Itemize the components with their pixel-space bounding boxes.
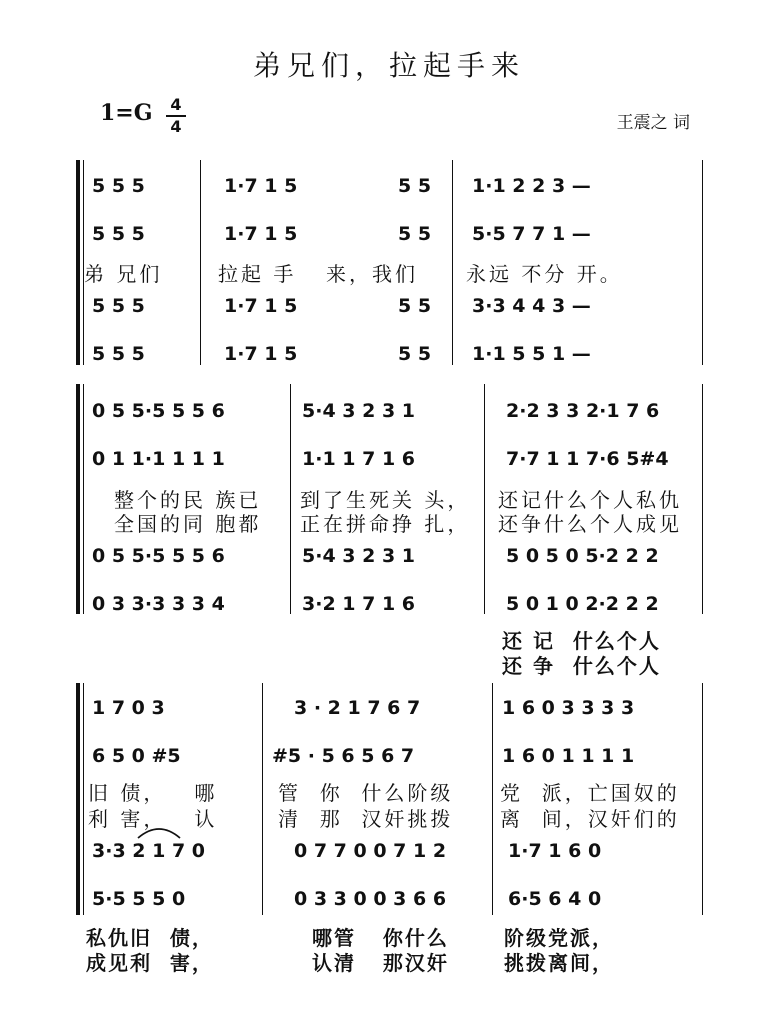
system3-voice2: [0, 745, 778, 775]
slur-mark: [136, 824, 182, 840]
system3-voice1: [0, 697, 778, 727]
note-group: 3·2 1 7 1 6: [302, 593, 415, 615]
lyric: 党 派，亡国奴的: [500, 781, 680, 805]
lower-voice-lyric: 私仇旧 债，: [86, 926, 214, 950]
time-top: 4: [170, 95, 182, 114]
system3-voice4: [0, 888, 778, 918]
note-group: 5 5: [398, 223, 432, 245]
note-group: 5·5 5 5 0: [92, 888, 186, 910]
lyric: 拉起 手: [218, 262, 297, 286]
note-group: 1 6 0 1 1 1 1: [502, 745, 635, 767]
note-group: 0 5 5·5 5 5 6: [92, 400, 225, 422]
lyric: 来，我们: [326, 262, 418, 286]
note-group: 1·1 1 7 1 6: [302, 448, 415, 470]
note-group: 5·4 3 2 3 1: [302, 400, 415, 422]
lower-voice-lyric: 哪管 你什么: [312, 926, 449, 950]
note-group: 5 5 5: [92, 343, 145, 365]
system1-voice2: [0, 223, 778, 253]
lyric: 离 间，汉奸们的: [500, 807, 680, 831]
lyric: 到了生死关 头，: [300, 488, 471, 512]
lyric: 弟 兄们: [84, 262, 163, 286]
note-group: 5 5 5: [92, 223, 145, 245]
note-group: 0 3 3 0 0 3 6 6: [294, 888, 447, 910]
note-group: 5 5: [398, 295, 432, 317]
note-group: 3·3 4 4 3 —: [472, 295, 591, 317]
note-group: 1 7 0 3: [92, 697, 165, 719]
note-group: 1·1 2 2 3 —: [472, 175, 591, 197]
lyric: 正在拼命挣 扎，: [300, 512, 471, 536]
note-group: 5·4 3 2 3 1: [302, 545, 415, 567]
time-signature: [166, 96, 186, 136]
lyric: 还争什么个人成见: [498, 512, 682, 536]
note-group: 5 0 5 0 5·2 2 2: [506, 545, 659, 567]
note-group: 6·5 6 4 0: [508, 888, 602, 910]
lyric: 全国的同 胞都: [114, 512, 262, 536]
note-group: 2·2 3 3 2·1 7 6: [506, 400, 660, 422]
note-group: 0 1 1·1 1 1 1: [92, 448, 225, 470]
lyric: 还记什么个人私仇: [498, 488, 682, 512]
system2-voice3: [0, 545, 778, 575]
note-group: 6 5 0 #5: [92, 745, 181, 767]
note-group: 1·7 1 5: [224, 295, 298, 317]
system2-voice2: [0, 448, 778, 478]
note-group: 0 5 5·5 5 5 6: [92, 545, 225, 567]
note-group: 1·7 1 6 0: [508, 840, 602, 862]
lyric: 永远 不分 开。: [466, 262, 623, 286]
lyric: 利 害， 认: [88, 807, 218, 831]
note-group: 1·1 5 5 1 —: [472, 343, 591, 365]
note-group: 1·7 1 5: [224, 223, 298, 245]
system2-voice1: [0, 400, 778, 430]
note-group: #5 · 5 6 5 6 7: [272, 745, 415, 767]
note-group: 5 5: [398, 343, 432, 365]
note-group: 5·5 7 7 1 —: [472, 223, 591, 245]
note-group: 1 6 0 3 3 3 3: [502, 697, 635, 719]
note-group: 5 5: [398, 175, 432, 197]
key-signature: 1=G: [100, 100, 153, 126]
note-group: 5 5 5: [92, 295, 145, 317]
lower-voice-lyric: 成见利 害，: [86, 951, 214, 975]
lyricist-credit: 王震之 词: [616, 113, 690, 133]
system1-voice1: [0, 175, 778, 205]
note-group: 1·7 1 5: [224, 175, 298, 197]
lower-voice-lyric: 阶级党派，: [504, 926, 614, 950]
lower-voice-lyric: 还 记 什么个人: [502, 629, 661, 653]
system1-voice4: [0, 343, 778, 373]
note-group: 5 0 1 0 2·2 2 2: [506, 593, 659, 615]
lyric: 清 那 汉奸挑拨: [278, 807, 454, 831]
note-group: 7·7 1 1 7·6 5#4: [506, 448, 669, 470]
note-group: 1·7 1 5: [224, 343, 298, 365]
time-bottom: 4: [170, 117, 182, 136]
song-title: 弟兄们，拉起手来: [252, 49, 525, 82]
note-group: 0 7 7 0 0 7 1 2: [294, 840, 447, 862]
lower-voice-lyric: 挑拨离间，: [504, 951, 614, 975]
note-group: 0 3 3·3 3 3 4: [92, 593, 225, 615]
note-group: 3 · 2 1 7 6 7: [294, 697, 421, 719]
lyric: 管 你 什么阶级: [278, 781, 454, 805]
lyric: 旧 债， 哪: [88, 781, 218, 805]
note-group: 5 5 5: [92, 175, 145, 197]
lower-voice-lyric: 认清 那汉奸: [312, 951, 449, 975]
lyric: 整个的民 族已: [114, 488, 262, 512]
system1-voice3: [0, 295, 778, 325]
system2-voice4: [0, 593, 778, 623]
lower-voice-lyric: 还 争 什么个人: [502, 654, 661, 678]
system3-voice3: [0, 840, 778, 870]
note-group: 3·3 2 1 7 0: [92, 840, 205, 862]
